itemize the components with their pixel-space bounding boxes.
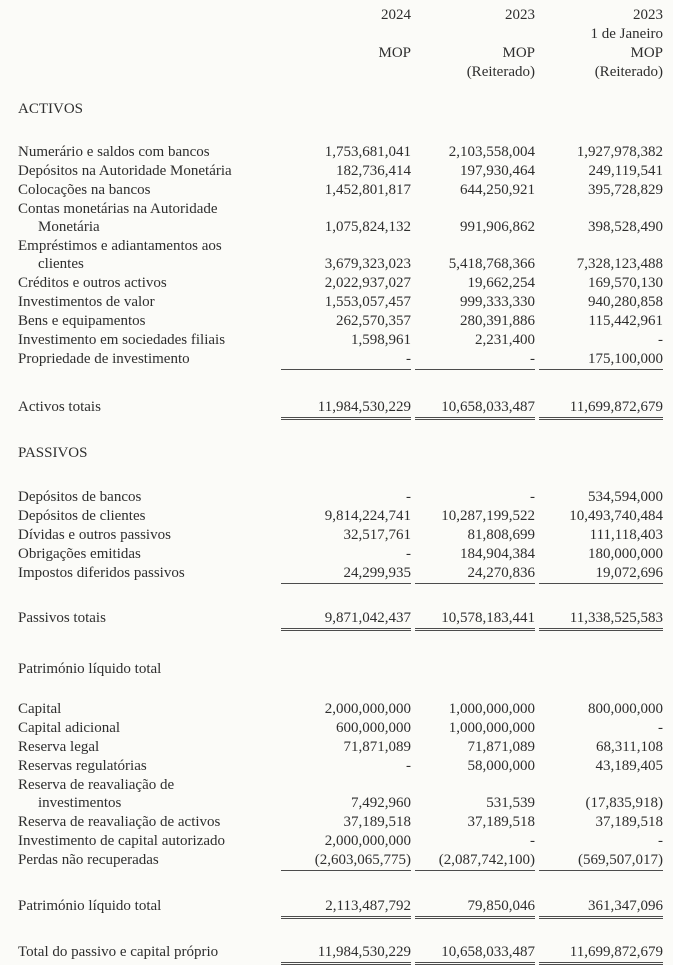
value-2023-jan1: 800,000,000 — [588, 701, 663, 717]
value-2023-jan1: 940,280,858 — [588, 294, 663, 310]
value-2024: 1,753,681,041 — [324, 144, 411, 160]
value-2023-jan1 — [539, 249, 663, 250]
section-row — [18, 100, 663, 118]
value-2023-jan1: 169,570,130 — [588, 275, 663, 291]
row-label: Capital adicional — [18, 720, 121, 736]
value-2024 — [281, 37, 411, 38]
table-row — [18, 293, 663, 312]
value-2023-restated: 19,662,254 — [467, 275, 535, 291]
table-row — [18, 564, 663, 584]
spacer — [18, 462, 663, 488]
value-2024 — [281, 75, 411, 76]
value-2023-restated: 999,333,330 — [460, 294, 535, 310]
value-2023-restated: - — [530, 833, 535, 849]
row-label: Perdas não recuperadas — [18, 852, 159, 868]
row-label: Activos totais — [18, 399, 101, 415]
table-row — [18, 545, 663, 564]
value-2023-restated: 531,539 — [486, 795, 535, 811]
row-label: Reserva legal — [18, 739, 100, 755]
value-2023-restated: 991,906,862 — [460, 219, 535, 235]
value-2023-jan1: - — [658, 332, 663, 348]
value-2023-jan1: 111,118,403 — [589, 527, 663, 543]
value-2024: 1,075,824,132 — [324, 219, 411, 235]
value-2023-restated: 184,904,384 — [460, 546, 535, 562]
value-2023-restated — [415, 37, 535, 38]
value-2023-jan1: 10,493,740,484 — [569, 508, 663, 524]
value-2024: 24,299,935 — [281, 564, 411, 584]
table-row — [18, 255, 663, 274]
row-label: Total do passivo e capital próprio — [18, 944, 219, 960]
row-label: Propriedade de investimento — [18, 351, 190, 367]
value-2024: 3,679,323,023 — [324, 256, 411, 272]
value-2023-restated: 37,189,518 — [467, 814, 535, 830]
table-row — [18, 488, 663, 507]
spacer — [18, 871, 663, 897]
value-2023-restated: 24,270,836 — [415, 564, 535, 584]
value-2023-jan1: 395,728,829 — [588, 182, 663, 198]
table-row — [18, 813, 663, 832]
value-2023-jan1 — [539, 788, 663, 789]
value-2023-jan1: 68,311,108 — [596, 739, 663, 755]
value-2024: 9,814,224,741 — [324, 508, 411, 524]
value-2024: - — [281, 350, 411, 370]
table-row — [18, 181, 663, 200]
value-2023-restated: 2,231,400 — [475, 332, 535, 348]
value-2024: MOP — [378, 45, 411, 61]
table-row — [18, 832, 663, 851]
value-2023-restated — [415, 249, 535, 250]
value-2023-restated: - — [530, 489, 535, 505]
value-2023-restated: 58,000,000 — [467, 758, 535, 774]
value-2023-restated: (Reiterado) — [466, 64, 535, 80]
row-label: investimentos — [38, 795, 122, 811]
spacer — [18, 919, 663, 943]
row-label: Numerário e saldos com bancos — [18, 144, 210, 160]
row-label: Passivos totais — [18, 610, 106, 626]
value-2024 — [281, 788, 411, 789]
table-row — [18, 776, 663, 794]
row-label: Reservas regulatórias — [18, 758, 147, 774]
row-label: Depósitos de clientes — [18, 508, 146, 524]
row-label: Reserva de reavaliação de — [18, 777, 175, 793]
row-label: Depósitos de bancos — [18, 489, 142, 505]
value-2023-restated: 10,287,199,522 — [441, 508, 535, 524]
value-2023-jan1: 175,100,000 — [539, 350, 663, 370]
value-2024: - — [406, 758, 411, 774]
spacer — [18, 118, 663, 143]
table-row — [18, 897, 663, 919]
value-2023-restated: 1,000,000,000 — [448, 701, 535, 717]
value-2023-jan1: - — [658, 720, 663, 736]
value-2024: 11,984,530,229 — [281, 398, 411, 420]
row-label: Créditos e outros activos — [18, 275, 167, 291]
value-2023-jan1: 43,189,405 — [595, 758, 663, 774]
value-2023-jan1: 2023 — [633, 7, 663, 23]
table-row — [18, 719, 663, 738]
value-2023-jan1: 11,699,872,679 — [539, 943, 663, 965]
value-2024: 1,553,057,457 — [324, 294, 411, 310]
table-row — [18, 700, 663, 719]
value-2024: 2,000,000,000 — [324, 833, 411, 849]
spacer — [18, 420, 663, 444]
table-row — [18, 794, 663, 813]
value-2023-restated: 81,808,699 — [467, 527, 535, 543]
value-2023-jan1: 11,338,525,583 — [539, 609, 663, 631]
value-2023-jan1: 37,189,518 — [595, 814, 663, 830]
section-title: PASSIVOS — [18, 445, 88, 461]
value-2023-jan1: 534,594,000 — [588, 489, 663, 505]
value-2023-jan1: - — [658, 833, 663, 849]
value-2024: 1,598,961 — [351, 332, 411, 348]
value-2023-jan1 — [539, 212, 663, 213]
value-2024: 600,000,000 — [336, 720, 411, 736]
spacer — [18, 631, 663, 660]
value-2023-jan1: 115,442,961 — [588, 313, 663, 329]
value-2023-restated — [415, 788, 535, 789]
row-label: Obrigações emitidas — [18, 546, 141, 562]
row-label: Colocações na bancos — [18, 182, 151, 198]
value-2023-jan1: (569,507,017) — [539, 851, 663, 871]
value-2024: 71,871,089 — [343, 739, 411, 755]
table-row — [18, 943, 663, 965]
value-2023-restated — [415, 212, 535, 213]
row-label: Investimento de capital autorizado — [18, 833, 226, 849]
value-2024: - — [406, 546, 411, 562]
section-title: ACTIVOS — [18, 101, 84, 117]
value-2024: 182,736,414 — [336, 163, 411, 179]
value-2024: 2,022,937,027 — [324, 275, 411, 291]
table-row — [18, 738, 663, 757]
section-row — [18, 660, 663, 678]
value-2023-restated: - — [415, 350, 535, 370]
value-2023-jan1: 19,072,696 — [539, 564, 663, 584]
spacer — [18, 82, 663, 100]
value-2023-jan1: (17,835,918) — [585, 795, 663, 811]
value-2023-restated: 644,250,921 — [460, 182, 535, 198]
table-row — [18, 350, 663, 370]
value-2023-jan1: 398,528,490 — [588, 219, 663, 235]
row-label: Empréstimos e adiantamentos aos — [18, 238, 222, 254]
row-label: Bens e equipamentos — [18, 313, 146, 329]
value-2024: 2024 — [381, 7, 411, 23]
value-2023-restated: 79,850,046 — [415, 897, 535, 919]
value-2023-jan1: 1,927,978,382 — [576, 144, 663, 160]
value-2024: 37,189,518 — [343, 814, 411, 830]
value-2023-jan1: 1 de Janeiro — [590, 26, 663, 42]
value-2023-jan1: 11,699,872,679 — [539, 398, 663, 420]
spacer — [18, 678, 663, 700]
table-row — [18, 757, 663, 776]
value-2023-restated: 10,658,033,487 — [415, 398, 535, 420]
value-2023-restated: MOP — [502, 45, 535, 61]
value-2023-jan1: 249,119,541 — [588, 163, 663, 179]
value-2023-restated: 2,103,558,004 — [448, 144, 535, 160]
value-2023-restated: 1,000,000,000 — [448, 720, 535, 736]
value-2023-restated: 5,418,768,366 — [448, 256, 535, 272]
value-2024 — [281, 249, 411, 250]
value-2023-restated: 10,658,033,487 — [415, 943, 535, 965]
value-2024: 32,517,761 — [343, 527, 411, 543]
section-row — [18, 444, 663, 462]
row-label: Contas monetárias na Autoridade — [18, 201, 218, 217]
value-2023-jan1: 180,000,000 — [588, 546, 663, 562]
value-2023-restated: 10,578,183,441 — [415, 609, 535, 631]
value-2024: 11,984,530,229 — [281, 943, 411, 965]
section-title: Património líquido total — [18, 661, 162, 677]
column-header-row — [18, 25, 663, 44]
row-label: Reserva de reavaliação de activos — [18, 814, 221, 830]
column-header-row — [18, 63, 663, 82]
table-row — [18, 200, 663, 218]
value-2023-restated: 71,871,089 — [467, 739, 535, 755]
row-label: Depósitos na Autoridade Monetária — [18, 163, 232, 179]
spacer — [18, 370, 663, 398]
table-row — [18, 398, 663, 420]
value-2023-restated: 2023 — [505, 7, 535, 23]
value-2024: 262,570,357 — [336, 313, 411, 329]
value-2024: 1,452,801,817 — [324, 182, 411, 198]
value-2023-jan1: 361,347,096 — [539, 897, 663, 919]
table-row — [18, 274, 663, 293]
row-label: Impostos diferidos passivos — [18, 565, 185, 581]
table-row — [18, 237, 663, 255]
value-2024: (2,603,065,775) — [281, 851, 411, 871]
table-row — [18, 218, 663, 237]
table-row — [18, 143, 663, 162]
table-row — [18, 526, 663, 545]
table-row — [18, 609, 663, 631]
table-row — [18, 312, 663, 331]
value-2024 — [281, 212, 411, 213]
table-row — [18, 162, 663, 181]
value-2023-jan1: (Reiterado) — [594, 64, 663, 80]
value-2023-restated: (2,087,742,100) — [415, 851, 535, 871]
value-2023-restated: 197,930,464 — [460, 163, 535, 179]
row-label: Património líquido total — [18, 898, 162, 914]
row-label: Dívidas e outros passivos — [18, 527, 171, 543]
row-label: Capital — [18, 701, 62, 717]
table-row — [18, 851, 663, 871]
spacer — [18, 584, 663, 609]
value-2024: 9,871,042,437 — [281, 609, 411, 631]
value-2024: 2,113,487,792 — [281, 897, 411, 919]
row-label: Investimentos de valor — [18, 294, 155, 310]
column-header-row — [18, 44, 663, 63]
row-label: clientes — [38, 256, 84, 272]
table-row — [18, 507, 663, 526]
value-2023-restated: 280,391,886 — [460, 313, 535, 329]
column-header-row — [18, 6, 663, 25]
row-label: Investimento em sociedades filiais — [18, 332, 226, 348]
value-2024: - — [406, 489, 411, 505]
table-row — [18, 331, 663, 350]
value-2023-jan1: MOP — [630, 45, 663, 61]
value-2023-jan1: 7,328,123,488 — [576, 256, 663, 272]
value-2024: 7,492,960 — [351, 795, 411, 811]
value-2024: 2,000,000,000 — [324, 701, 411, 717]
row-label: Monetária — [38, 219, 100, 235]
